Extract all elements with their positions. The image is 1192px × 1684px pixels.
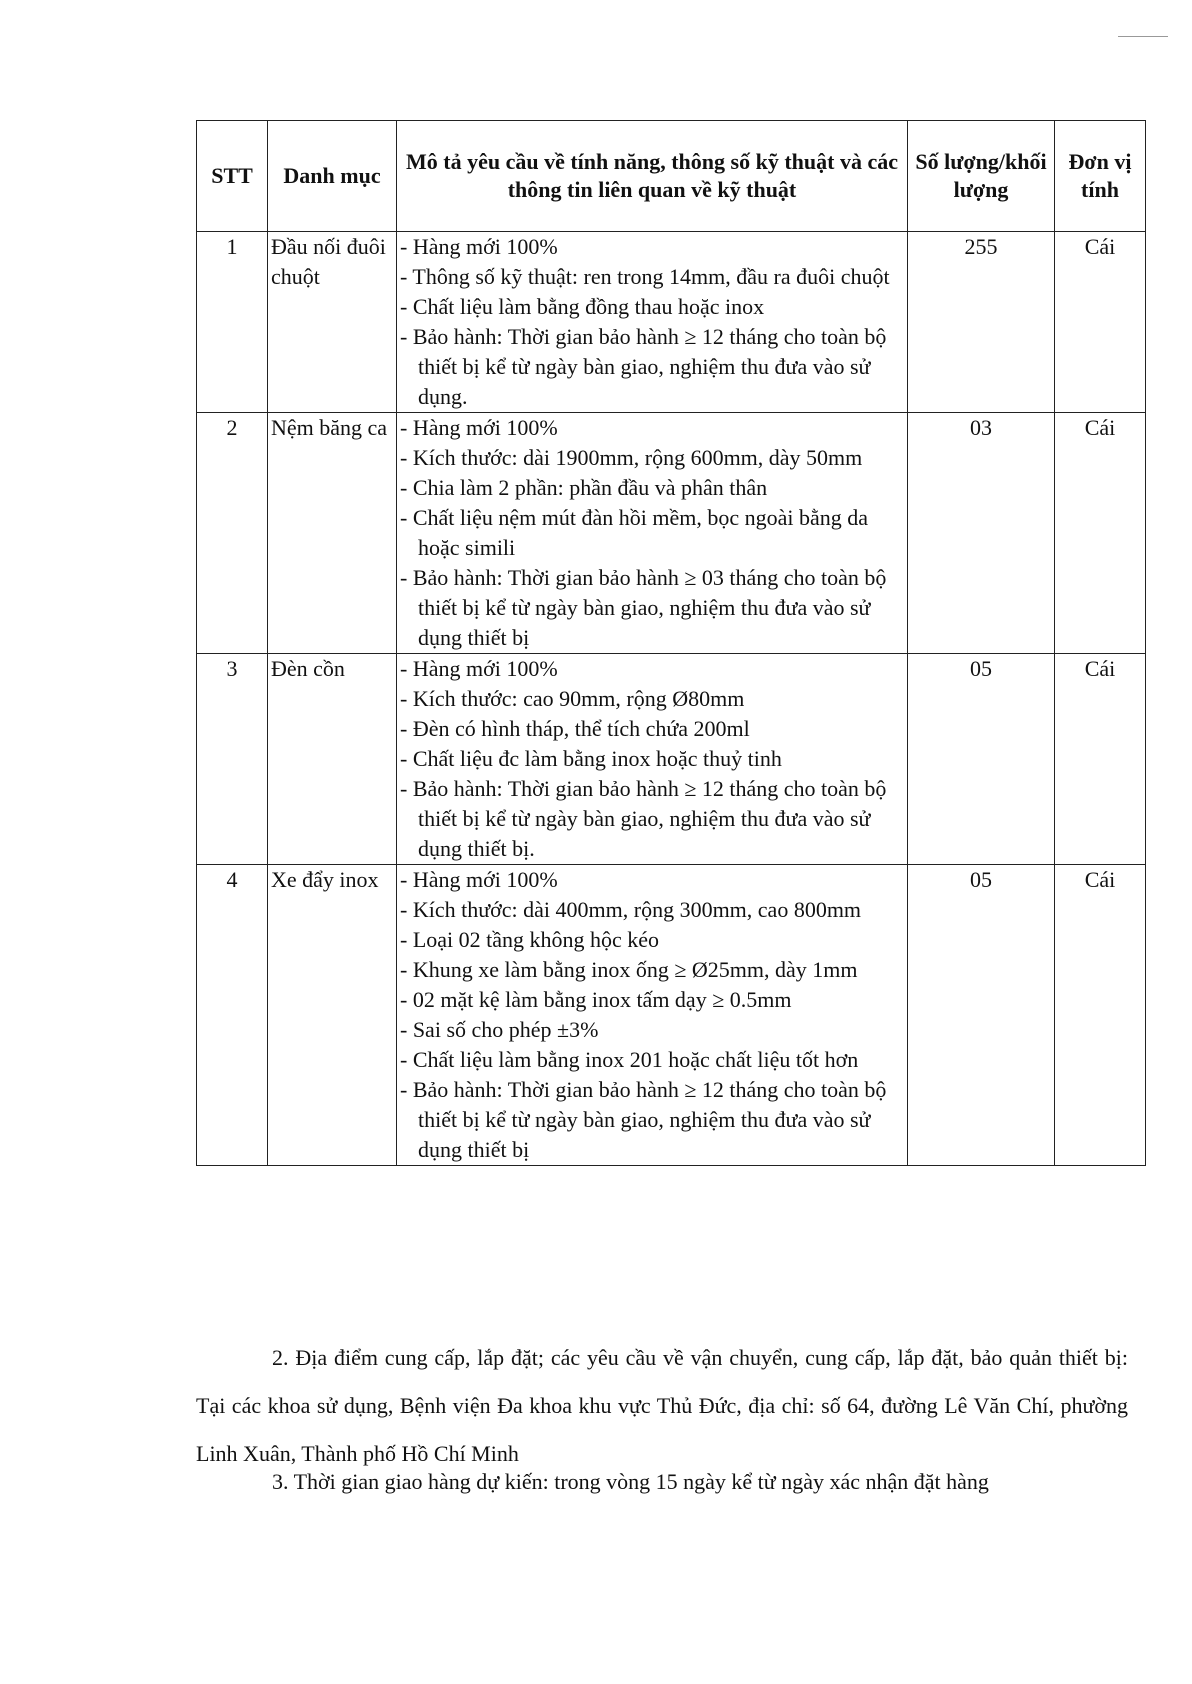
row-item-name: Xe đẩy inox: [268, 865, 397, 1166]
row-stt: 3: [197, 654, 268, 865]
row-unit: Cái: [1055, 654, 1146, 865]
description-line: - Chất liệu nệm mút đàn hồi mềm, bọc ngoài bằng da hoặc simili: [400, 505, 869, 560]
header-quantity: Số lượng/khối lượng: [908, 121, 1055, 232]
description-line: - Hàng mới 100%: [400, 867, 558, 892]
description-line: - Chất liệu làm bằng đồng thau hoặc inox: [400, 294, 765, 319]
table-row: [197, 232, 1146, 413]
table-header-row: [197, 121, 1146, 232]
description-line: - Chất liệu đc làm bằng inox hoặc thuỷ tinh: [400, 746, 782, 771]
row-item-name: Đèn cồn: [268, 654, 397, 865]
paragraph-delivery-location: 2. Địa điểm cung cấp, lắp đặt; các yêu cầu về vận chuyển, cung cấp, lắp đặt, bảo quản thiết bị: Tại các khoa sử dụng, Bệnh viện Đa khoa khu vực Thủ Đức, địa chỉ: số 64, đường Lê Văn Chí, phường Linh Xuân, Thành phố Hồ Chí Minh: [196, 1345, 1128, 1466]
row-unit: Cái: [1055, 413, 1146, 654]
description-line: - Khung xe làm bằng inox ống ≥ Ø25mm, dày 1mm: [400, 957, 858, 982]
row-unit: Cái: [1055, 865, 1146, 1166]
row-unit: Cái: [1055, 232, 1146, 413]
description-line: - Hàng mới 100%: [400, 234, 558, 259]
description-line: - Hàng mới 100%: [400, 656, 558, 681]
description-line: - Kích thước: dài 1900mm, rộng 600mm, dày 50mm: [400, 445, 863, 470]
description-line: - Loại 02 tầng không hộc kéo: [400, 927, 660, 952]
description-line: - Đèn có hình tháp, thể tích chứa 200ml: [400, 716, 750, 741]
description-line: - Chất liệu làm bằng inox 201 hoặc chất liệu tốt hơn: [400, 1047, 859, 1072]
row-description: [397, 413, 908, 654]
row-stt: 4: [197, 865, 268, 1166]
row-item-name: Đầu nối đuôi chuột: [268, 232, 397, 413]
header-stt: STT: [197, 121, 268, 232]
description-line: - Bảo hành: Thời gian bảo hành ≥ 12 tháng cho toàn bộ thiết bị kể từ ngày bàn giao, nghiệm thu đưa vào sử dụng thiết bị.: [400, 776, 887, 861]
table-row: [197, 413, 1146, 654]
row-item-name: Nệm băng ca: [268, 413, 397, 654]
row-stt: 1: [197, 232, 268, 413]
row-description: [397, 865, 908, 1166]
row-quantity: 03: [908, 413, 1055, 654]
scan-mark: [1118, 36, 1168, 41]
description-line: - Hàng mới 100%: [400, 415, 558, 440]
row-stt: 2: [197, 413, 268, 654]
row-quantity: 05: [908, 865, 1055, 1166]
table-row: [197, 654, 1146, 865]
description-line: - Kích thước: cao 90mm, rộng Ø80mm: [400, 686, 745, 711]
equipment-spec-table: [196, 120, 1146, 1166]
header-description: Mô tả yêu cầu về tính năng, thông số kỹ thuật và các thông tin liên quan về kỹ thuật: [397, 121, 908, 232]
row-description: [397, 232, 908, 413]
description-line: - Kích thước: dài 400mm, rộng 300mm, cao 800mm: [400, 897, 862, 922]
header-name: Danh mục: [268, 121, 397, 232]
description-line: - Sai số cho phép ±3%: [400, 1017, 599, 1042]
paragraph-delivery-time: 3. Thời gian giao hàng dự kiến: trong vòng 15 ngày kể từ ngày xác nhận đặt hàng: [272, 1469, 989, 1494]
description-line: - Bảo hành: Thời gian bảo hành ≥ 12 tháng cho toàn bộ thiết bị kể từ ngày bàn giao, nghiệm thu đưa vào sử dụng.: [400, 324, 887, 409]
row-quantity: 255: [908, 232, 1055, 413]
table-row: [197, 865, 1146, 1166]
description-line: - Thông số kỹ thuật: ren trong 14mm, đầu ra đuôi chuột: [400, 264, 890, 289]
description-line: - Bảo hành: Thời gian bảo hành ≥ 12 tháng cho toàn bộ thiết bị kể từ ngày bàn giao, nghiệm thu đưa vào sử dụng thiết bị: [400, 1077, 887, 1162]
description-line: - 02 mặt kệ làm bằng inox tấm dạy ≥ 0.5mm: [400, 987, 792, 1012]
description-line: - Chia làm 2 phần: phần đầu và phân thân: [400, 475, 768, 500]
header-unit: Đơn vị tính: [1055, 121, 1146, 232]
row-description: [397, 654, 908, 865]
description-line: - Bảo hành: Thời gian bảo hành ≥ 03 tháng cho toàn bộ thiết bị kể từ ngày bàn giao, nghiệm thu đưa vào sử dụng thiết bị: [400, 565, 887, 650]
row-quantity: 05: [908, 654, 1055, 865]
